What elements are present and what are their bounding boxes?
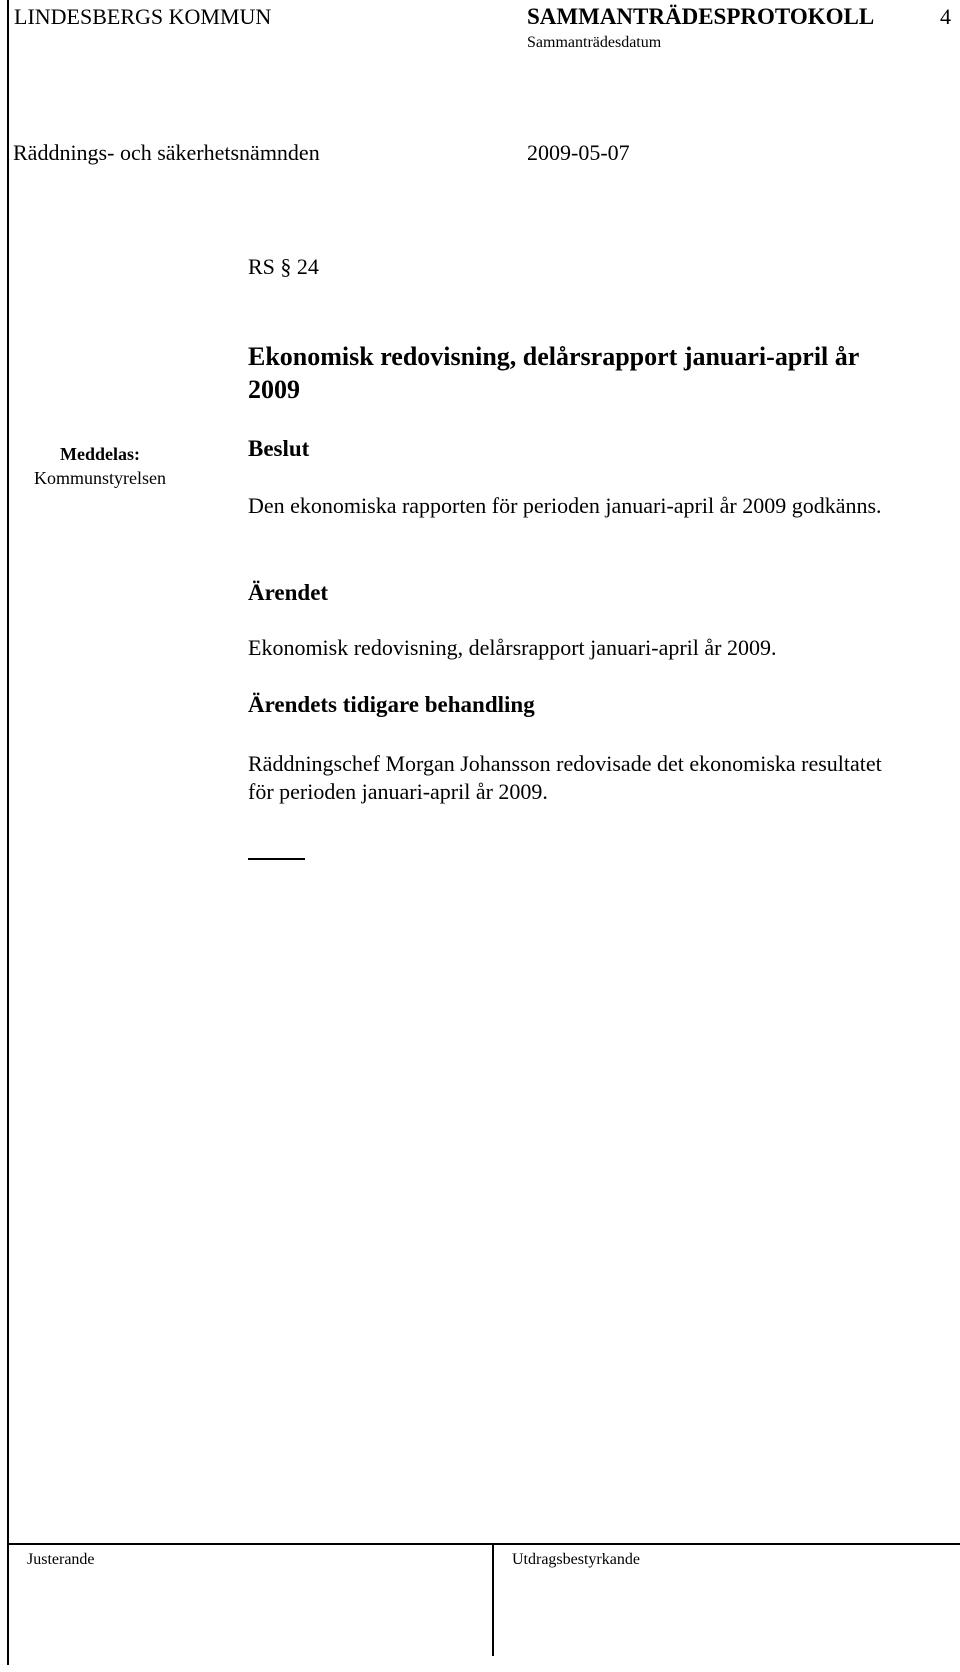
notice-label: Meddelas:	[60, 444, 140, 464]
page-left-border	[7, 0, 9, 1665]
footer-top-rule	[7, 1543, 960, 1545]
previous-handling-text: Räddningschef Morgan Johansson redovisade det ekonomiska resultatet för perioden januari-april år 2009.	[248, 751, 882, 804]
board-name: Räddnings- och säkerhetsnämnden	[13, 140, 320, 165]
case-reference: RS § 24	[248, 254, 319, 279]
organization-name: LINDESBERGS KOMMUN	[14, 4, 272, 29]
arendet-heading: Ärendet	[248, 580, 329, 605]
document-type: SAMMANTRÄDESPROTOKOLL	[527, 4, 875, 29]
beslut-text: Den ekonomiska rapporten för perioden januari-april år 2009 godkänns.	[248, 493, 882, 518]
page-number: 4	[940, 4, 951, 29]
footer-divider	[492, 1543, 494, 1656]
meeting-date: 2009-05-07	[527, 140, 630, 165]
arendet-text: Ekonomisk redovisning, delårsrapport januari-april år 2009.	[248, 635, 777, 660]
justerande-label: Justerande	[27, 1551, 95, 1568]
meeting-date-label: Sammanträdesdatum	[527, 34, 662, 51]
case-title: Ekonomisk redovisning, delårsrapport januari-april år 2009	[248, 342, 859, 404]
end-of-section-rule	[248, 858, 305, 860]
notice-recipient: Kommunstyrelsen	[34, 468, 166, 488]
previous-handling-heading: Ärendets tidigare behandling	[248, 692, 535, 717]
beslut-heading: Beslut	[248, 436, 310, 461]
utdragsbestyrkande-label: Utdragsbestyrkande	[512, 1551, 640, 1568]
